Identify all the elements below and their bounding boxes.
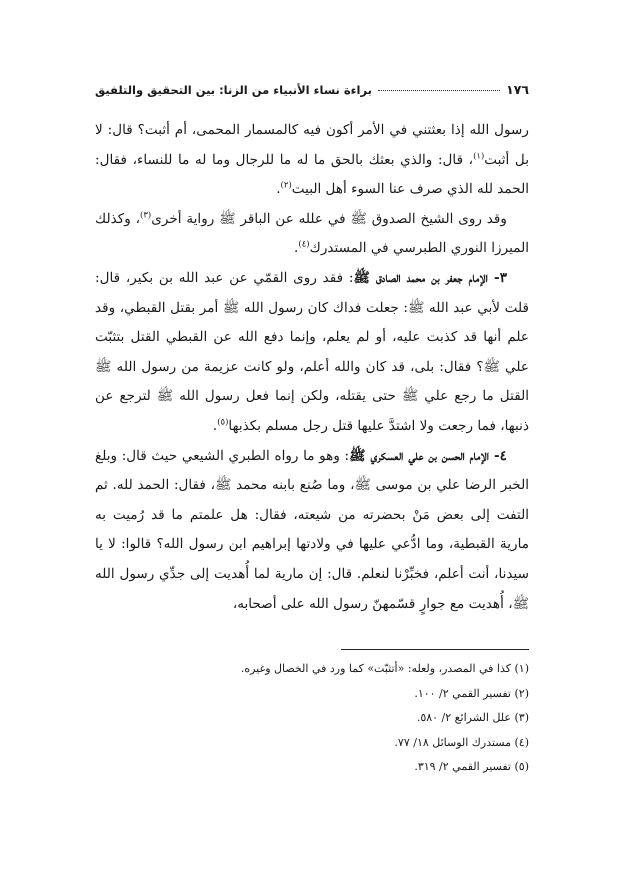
footnote-separator	[341, 649, 529, 650]
footnote-marker: (٣)	[139, 210, 152, 221]
main-text	[95, 116, 529, 619]
footnote-marker: (٥)	[217, 417, 229, 428]
paragraph-2	[95, 205, 529, 264]
running-title: براءة نساء الأنبياء من الزنا: بين التحقيق والتلفيق	[95, 83, 372, 97]
dotted-leader	[378, 90, 500, 91]
footnote: (٤) مستدرك الوسائل ١٨/ ٧٧.	[394, 735, 529, 749]
page-number: ١٧٦	[506, 82, 529, 97]
paragraph-4	[95, 442, 529, 620]
section-heading: ٣- الإمام جعفر بن محمد الصادق ﷺ	[353, 269, 507, 286]
footnote-marker: (٤)	[298, 239, 310, 250]
text-run: رسول الله إذا بعثتني في الأمر أكون فيه كالمسمار المحمى، أم أثبت؟ قال: لا بل أثبت	[95, 122, 529, 168]
footnote: (٥) تفسير القمي ٢/ ٣١٩.	[414, 760, 529, 774]
text-run: .	[294, 240, 299, 257]
text-run: : فقد روى القمّي عن عبد الله بن بكير، قال: قلت لأبي عبد الله ﷺ: جعلت فداك كان رسول الله ﷺ أمر بقتل القبطي، وقد علم أنها قد كذبت عليه، أو لم يعلم، وإنما دفع الله عن القبطي القتل بتثبّت علي ﷺ؟ فقال: بلى، قد كان والله أعلم، ولو كانت عزيمة من رسول الله ﷺ القتل ما رجع علي ﷺ حتى يقتله، ولكن إنما فعل رسول الله ﷺ لترجع عن ذنبها، فما رجعت ولا اشتدَّ عليها قتل رجل مسلم بكذبها	[95, 269, 529, 434]
footnote: (٣) علل الشرائع ٢/ ٥٨٠.	[416, 711, 529, 725]
paragraph-1	[95, 116, 529, 205]
paragraph-3	[95, 264, 529, 442]
footnote: (١) كذا في المصدر، ولعله: «أتثبّت» كما ورد في الخصال وغيره.	[240, 662, 529, 675]
footnote-marker: (٢)	[280, 180, 292, 191]
text-run: وقد روى الشيخ الصدوق ﷺ في علله عن الباقر ﷺ رواية أخرى	[151, 210, 507, 227]
text-run: : وهو ما رواه الطبري الشيعي حيث قال: وبلغ الخبر الرضا علي بن موسى ﷺ، وما صُنع بابنه محمد ﷺ، فقال: الحمد لله. ثم التفت إلى بعض مَنْ بحضرته من شيعته، فقال: هل علمتم ما قد رُميت به مارية القبطية، وما ادُّعي عليها في ولادتها إبراهيم ابن رسول الله؟ قالوا: لا يا سيدنا، أنت أعلم، فخبِّرْنا لنعلم. قال: إن مارية لما أُهديت إلى جدِّي رسول الله ﷺ، أُهديت مع جوارٍ قسّمهنّ رسول الله على أصحابه،	[95, 447, 529, 612]
text-run: ، وكذلك الميرزا النوري الطبرسي في المستدرك	[95, 210, 529, 257]
section-heading: ٤- الإمام الحسن بن علي العسكري ﷺ	[349, 447, 507, 464]
text-run: .	[276, 181, 281, 198]
footnotes	[95, 657, 529, 780]
running-header	[95, 82, 529, 97]
footnote: (٢) تفسير القمي ٢/ ١٠٠.	[414, 686, 529, 700]
text-run: ، قال: والذي بعثك بالحق ما له ما للرجال وما له ما للنساء، فقال: الحمد لله الذي صرف عنا السوء أهل البيت	[95, 151, 529, 198]
footnote-marker: (١)	[473, 151, 485, 162]
text-run: .	[212, 417, 218, 434]
